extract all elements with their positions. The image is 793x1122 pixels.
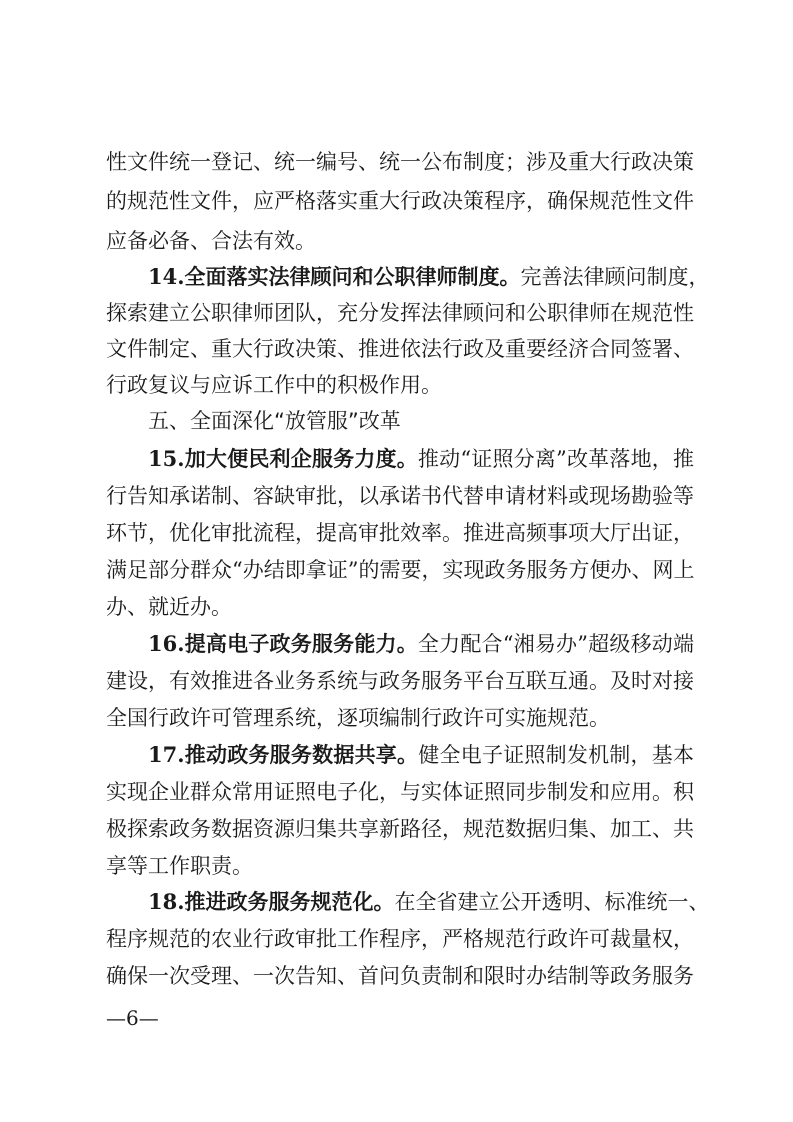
paragraph-line: 环节，优化审批流程，提高审批效率。推进高频事项大厅出证， bbox=[106, 521, 694, 545]
paragraph-line: 探索建立公职律师团队，充分发挥法律顾问和公职律师在规范性 bbox=[106, 301, 694, 325]
paragraph-line: 16.提高电子政务服务能力。全力配合“湘易办”超级移动端 bbox=[148, 631, 694, 656]
paragraph-line: 办、就近办。 bbox=[106, 595, 232, 619]
paragraph-line: 行告知承诺制、容缺审批，以承诺书代替申请材料或现场勘验等 bbox=[106, 484, 694, 508]
paragraph-line: 享等工作职责。 bbox=[106, 854, 253, 878]
paragraph-line: 行政复议与应诉工作中的积极作用。 bbox=[106, 373, 442, 397]
item-16-heading: 16.提高电子政务服务能力。 bbox=[148, 631, 418, 656]
paragraph-line: 应备必备、合法有效。 bbox=[106, 229, 316, 253]
paragraph-line: 的规范性文件，应严格落实重大行政决策程序，确保规范性文件 bbox=[106, 189, 694, 213]
paragraph-line: 全国行政许可管理系统，逐项编制行政许可实施规范。 bbox=[106, 706, 610, 730]
paragraph-line: 实现企业群众常用证照电子化，与实体证照同步制发和应用。积 bbox=[106, 780, 694, 804]
section-heading: 五、全面深化“放管服”改革 bbox=[148, 409, 401, 433]
item-14-heading: 14.全面落实法律顾问和公职律师制度。 bbox=[148, 264, 521, 289]
page-number: —6— bbox=[106, 1006, 159, 1030]
paragraph-line: 程序规范的农业行政审批工作程序，严格规范行政许可裁量权， bbox=[106, 927, 694, 951]
paragraph-line: 确保一次受理、一次告知、首问负责制和限时办结制等政务服务 bbox=[106, 964, 694, 988]
paragraph-line: 满足部分群众“办结即拿证”的需要，实现政务服务方便办、网上 bbox=[106, 558, 695, 582]
paragraph-line: 15.加大便民利企服务力度。推动“证照分离”改革落地，推 bbox=[148, 446, 694, 471]
paragraph-line: 建设，有效推进各业务系统与政务服务平台互联互通。及时对接 bbox=[106, 669, 694, 693]
item-18-heading: 18.推进政务服务规范化。 bbox=[148, 889, 395, 914]
paragraph-line: 文件制定、重大行政决策、推进依法行政及重要经济合同签署、 bbox=[106, 337, 694, 361]
paragraph-line: 极探索政务数据资源归集共享新路径，规范数据归集、加工、共 bbox=[106, 817, 694, 841]
paragraph-line: 性文件统一登记、统一编号、统一公布制度；涉及重大行政决策 bbox=[106, 150, 694, 174]
paragraph-line: 18.推进政务服务规范化。在全省建立公开透明、标准统一、 bbox=[148, 889, 710, 914]
item-15-heading: 15.加大便民利企服务力度。 bbox=[148, 446, 418, 471]
paragraph-line: 14.全面落实法律顾问和公职律师制度。完善法律顾问制度， bbox=[148, 264, 710, 289]
paragraph-line: 17.推动政务服务数据共享。健全电子证照制发机制，基本 bbox=[148, 742, 694, 767]
item-17-heading: 17.推动政务服务数据共享。 bbox=[148, 742, 419, 767]
